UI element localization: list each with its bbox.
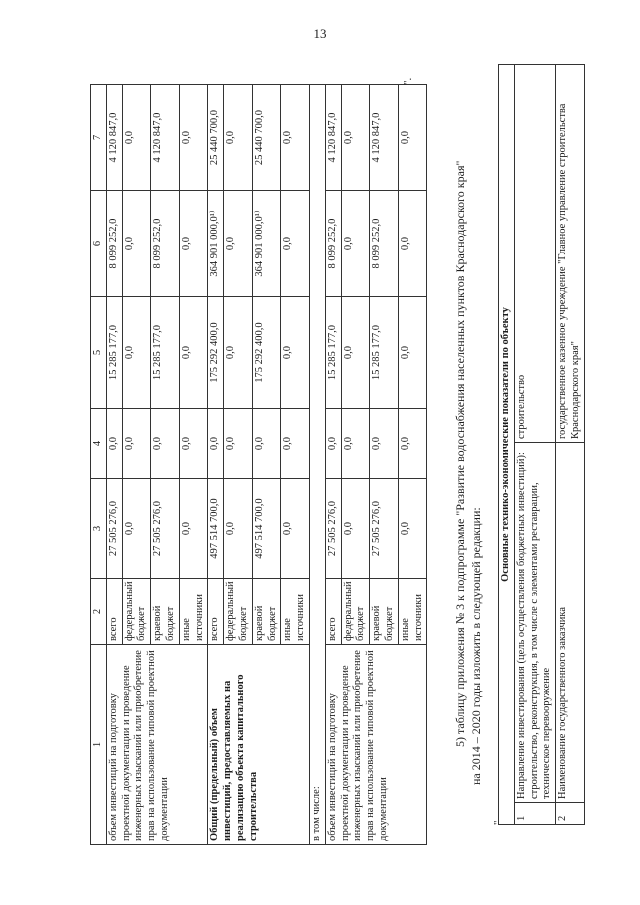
funding-source: всего xyxy=(325,579,341,645)
funding-source: федеральный бюджет xyxy=(224,579,253,645)
value-cell: 0,0 xyxy=(281,479,310,579)
value-cell: 4 120 847,0 xyxy=(106,85,122,191)
value-cell: 15 285 177,0 xyxy=(370,297,399,409)
value-cell: 15 285 177,0 xyxy=(325,297,341,409)
row-number: 2 xyxy=(556,803,585,825)
value-cell: 15 285 177,0 xyxy=(106,297,122,409)
value-cell: 0,0 xyxy=(341,191,370,297)
value-cell: 8 099 252,0 xyxy=(370,191,399,297)
table-row xyxy=(325,85,341,845)
table-row xyxy=(309,85,325,845)
value-cell: 0,0 xyxy=(398,479,427,579)
row-value: государственное казенное учреждение "Главное управление строительства Краснодарского края" xyxy=(556,64,585,442)
table-body xyxy=(106,85,427,845)
value-cell: 8 099 252,0 xyxy=(325,191,341,297)
funding-source: иные источники xyxy=(281,579,310,645)
value-cell: 0,0 xyxy=(281,191,310,297)
value-cell: 0,0 xyxy=(325,409,341,479)
value-cell: 0,0 xyxy=(224,409,253,479)
table-header-row xyxy=(91,85,107,845)
value-cell: 364 901 000,0¹⁾ xyxy=(252,191,281,297)
group-label: Общий (предельный) объем инвестиций, предоставляемых на реализацию объекта капитального строительства xyxy=(208,645,310,845)
value-cell: 0,0 xyxy=(122,297,151,409)
value-cell: 0,0 xyxy=(281,297,310,409)
value-cell: 0,0 xyxy=(341,297,370,409)
table-row xyxy=(208,85,224,845)
col-header: 7 xyxy=(91,85,107,191)
indicators-table xyxy=(498,64,585,825)
indicators-heading: Основные технико-экономические показатели по объекту xyxy=(499,64,515,824)
closing-quote: ". xyxy=(402,77,414,85)
group-label: объем инвестиций на подготовку проектной документации и проведение инженерных изысканий или приобретение прав на использование типовой проектной документации xyxy=(106,645,208,845)
opening-quote: " xyxy=(492,820,504,825)
amendment-paragraph xyxy=(452,85,484,785)
value-cell: 4 120 847,0 xyxy=(325,85,341,191)
table-row xyxy=(514,64,555,824)
paragraph-line: 5) таблицу приложения № 3 к подпрограмме "Развитие водоснабжения населенных пунктов Краснодарского края" xyxy=(453,160,467,747)
value-cell: 4 120 847,0 xyxy=(370,85,399,191)
rotated-content xyxy=(90,65,630,845)
funding-source: всего xyxy=(106,579,122,645)
value-cell: 0,0 xyxy=(122,479,151,579)
table-row xyxy=(499,64,515,824)
value-cell: 0,0 xyxy=(224,191,253,297)
value-cell: 15 285 177,0 xyxy=(151,297,180,409)
value-cell: 27 505 276,0 xyxy=(325,479,341,579)
row-label: Наименование государственного заказчика xyxy=(556,443,585,803)
value-cell: 0,0 xyxy=(341,479,370,579)
value-cell: 0,0 xyxy=(224,297,253,409)
value-cell: 4 120 847,0 xyxy=(151,85,180,191)
value-cell: 27 505 276,0 xyxy=(106,479,122,579)
value-cell: 8 099 252,0 xyxy=(151,191,180,297)
value-cell: 0,0 xyxy=(151,409,180,479)
value-cell: 0,0 xyxy=(179,191,208,297)
value-cell: 25 440 700,0 xyxy=(208,85,224,191)
value-cell: 0,0 xyxy=(398,409,427,479)
group-label: в том числе: xyxy=(309,85,325,845)
value-cell: 497 514 700,0 xyxy=(208,479,224,579)
value-cell: 0,0 xyxy=(252,409,281,479)
value-cell: 0,0 xyxy=(341,85,370,191)
row-label: Направление инвестирования (цель осуществления бюджетных инвестиций): строительство, реконструкция, в том числе с элементами реставрации, техническое перевооружение xyxy=(514,443,555,803)
value-cell: 0,0 xyxy=(398,297,427,409)
value-cell: 0,0 xyxy=(398,191,427,297)
value-cell: 364 901 000,0¹⁾ xyxy=(208,191,224,297)
value-cell: 0,0 xyxy=(224,479,253,579)
col-header: 6 xyxy=(91,191,107,297)
value-cell: 0,0 xyxy=(179,409,208,479)
funding-source: всего xyxy=(208,579,224,645)
value-cell: 27 505 276,0 xyxy=(151,479,180,579)
funding-source: федеральный бюджет xyxy=(122,579,151,645)
row-number: 1 xyxy=(514,803,555,825)
funding-source: краевой бюджет xyxy=(370,579,399,645)
group-label: объем инвестиций на подготовку проектной документации и проведение инженерных изысканий или приобретение прав на использование типовой проектной документации xyxy=(325,645,427,845)
col-header: 1 xyxy=(91,645,107,845)
funding-source: иные источники xyxy=(179,579,208,645)
value-cell: 0,0 xyxy=(179,479,208,579)
value-cell: 0,0 xyxy=(179,85,208,191)
value-cell: 0,0 xyxy=(208,409,224,479)
row-value: строительство xyxy=(514,64,555,442)
page-number: 13 xyxy=(313,26,327,41)
value-cell: 0,0 xyxy=(122,191,151,297)
value-cell: 0,0 xyxy=(106,409,122,479)
value-cell: 0,0 xyxy=(179,297,208,409)
value-cell: 0,0 xyxy=(122,409,151,479)
value-cell: 175 292 400,0 xyxy=(252,297,281,409)
funding-source: краевой бюджет xyxy=(151,579,180,645)
value-cell: 0,0 xyxy=(370,409,399,479)
value-cell: 175 292 400,0 xyxy=(208,297,224,409)
value-cell: 0,0 xyxy=(341,409,370,479)
table-row xyxy=(556,64,585,824)
funding-source: краевой бюджет xyxy=(252,579,281,645)
funding-source: иные источники xyxy=(398,579,427,645)
col-header: 3 xyxy=(91,479,107,579)
table-row xyxy=(106,85,122,845)
value-cell: 0,0 xyxy=(281,409,310,479)
col-header: 5 xyxy=(91,297,107,409)
value-cell: 0,0 xyxy=(224,85,253,191)
value-cell: 27 505 276,0 xyxy=(370,479,399,579)
value-cell: 0,0 xyxy=(122,85,151,191)
value-cell: 0,0 xyxy=(398,85,427,191)
value-cell: 25 440 700,0 xyxy=(252,85,281,191)
funding-source: федеральный бюджет xyxy=(341,579,370,645)
col-header: 4 xyxy=(91,409,107,479)
col-header: 2 xyxy=(91,579,107,645)
paragraph-line: на 2014 – 2020 годы изложить в следующей редакции: xyxy=(469,507,484,785)
investment-table xyxy=(90,84,427,845)
value-cell: 8 099 252,0 xyxy=(106,191,122,297)
value-cell: 497 514 700,0 xyxy=(252,479,281,579)
value-cell: 0,0 xyxy=(281,85,310,191)
